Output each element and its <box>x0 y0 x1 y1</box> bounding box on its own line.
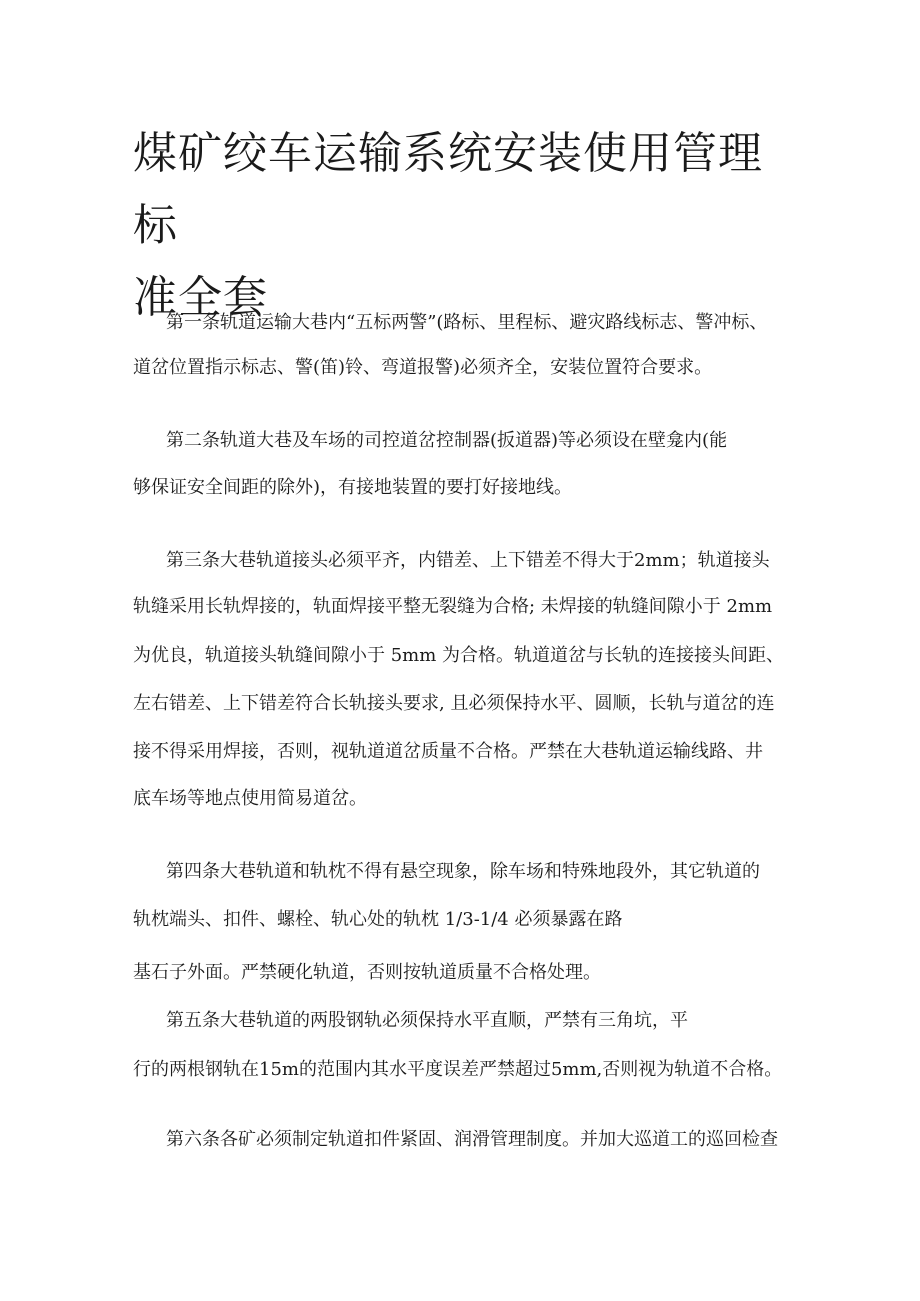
article-1-line-2: 道岔位置指示标志、警(笛)铃、弯道报警)必须齐全，安装位置符合要求。 <box>133 357 713 378</box>
article-5-line-1: 第五条大巷轨道的两股钢轨必须保持水平直顺，严禁有三角坑，平 <box>166 1010 688 1031</box>
document-title <box>133 118 793 334</box>
title-line-1: 煤矿绞车运输系统安装使用管理标 <box>133 128 763 251</box>
article-3-line-1: 第三条大巷轨道接头必须平齐，内错差、上下错差不得大于2mm；轨道接头 <box>166 550 770 571</box>
article-5-line-2: 行的两根钢轨在15m的范围内其水平度误差严禁超过5mm,否则视为轨道不合格。 <box>133 1059 783 1080</box>
article-3-line-3: 为优良，轨道接头轨缝间隙小于 5mm 为合格。轨道道岔与长轨的连接接头间距、 <box>133 645 785 666</box>
article-3-line-5: 接不得采用焊接，否则，视轨道道岔质量不合格。严禁在大巷轨道运输线路、井 <box>133 741 763 762</box>
title-line-2: 准全套 <box>133 272 268 323</box>
article-2-line-1: 第二条轨道大巷及车场的司控道岔控制器(扳道器)等必须设在壁龛内(能 <box>166 430 728 451</box>
article-2-line-2: 够保证安全间距的除外)，有接地装置的要打好接地线。 <box>133 477 573 498</box>
article-3-line-6: 底车场等地点使用简易道岔。 <box>133 788 367 809</box>
article-6-line-1: 第六条各矿必须制定轨道扣件紧固、润滑管理制度。并加大巡道工的巡回检查 <box>166 1129 778 1150</box>
article-4-line-3: 基石子外面。严禁硬化轨道，否则按轨道质量不合格处理。 <box>133 962 601 983</box>
article-4-line-2: 轨枕端头、扣件、螺栓、轨心处的轨枕 1/3-1/4 必须暴露在路 <box>133 909 623 930</box>
article-1-line-1: 第一条轨道运输大巷内“五标两警”(路标、里程标、避灾路线标志、警冲标、 <box>166 312 768 333</box>
article-3-line-2: 轨缝采用长轨焊接的，轨面焊接平整无裂缝为合格; 未焊接的轨缝间隙小于 2mm <box>133 596 773 617</box>
article-4-line-1: 第四条大巷轨道和轨枕不得有悬空现象，除车场和特殊地段外，其它轨道的 <box>166 861 760 882</box>
article-3-line-4: 左右错差、上下错差符合长轨接头要求, 且必须保持水平、圆顺，长轨与道岔的连 <box>133 693 775 714</box>
